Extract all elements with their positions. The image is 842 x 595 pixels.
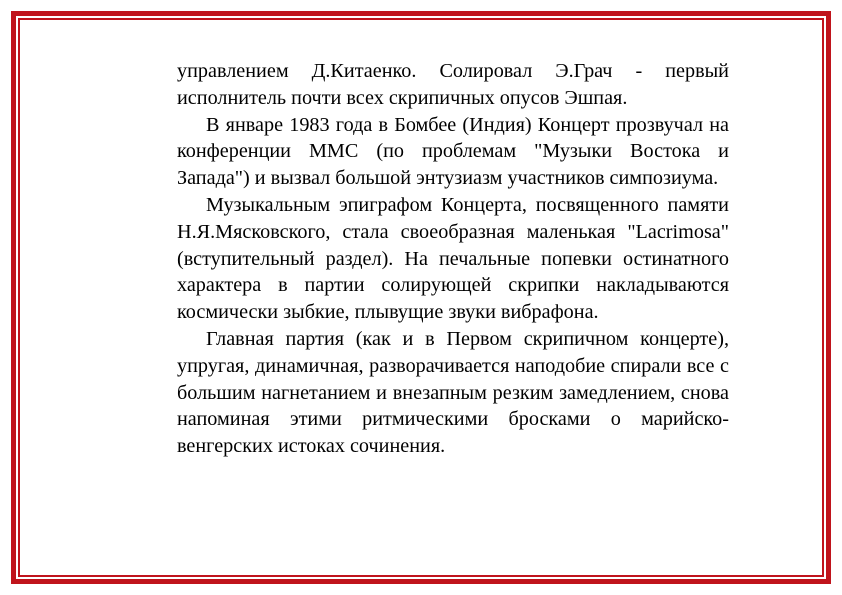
paragraph-1: управлением Д.Китаенко. Солировал Э.Грач - первый исполнитель почти всех скрипичных опусов Эшпая. — [177, 60, 729, 109]
paragraph-4: Главная партия (как и в Первом скрипичном концерте), упругая, динамичная, разворачивается наподобие спирали все с большим нагнетанием и внезапным резким замедлением, снова напоминая этими ритмическими бросками о марийско-венгерских истоках сочинения. — [177, 327, 729, 458]
paragraph-2: В январе 1983 года в Бомбее (Индия) Концерт прозвучал на конференции ММС (по проблемам "Музыки Востока и Запада") и вызвал большой энтузиазм участников симпозиума. — [177, 113, 729, 190]
paragraph-3: Музыкальным эпиграфом Концерта, посвященного памяти Н.Я.Мясковского, стала своеобразная маленькая "Lacrimosa" (вступительный раздел). На печальные попевки остинатного характера в партии солирующей скрипки накладываются космически зыбкие, плывущие звуки вибрафона. — [177, 193, 729, 324]
document-text — [177, 58, 729, 460]
